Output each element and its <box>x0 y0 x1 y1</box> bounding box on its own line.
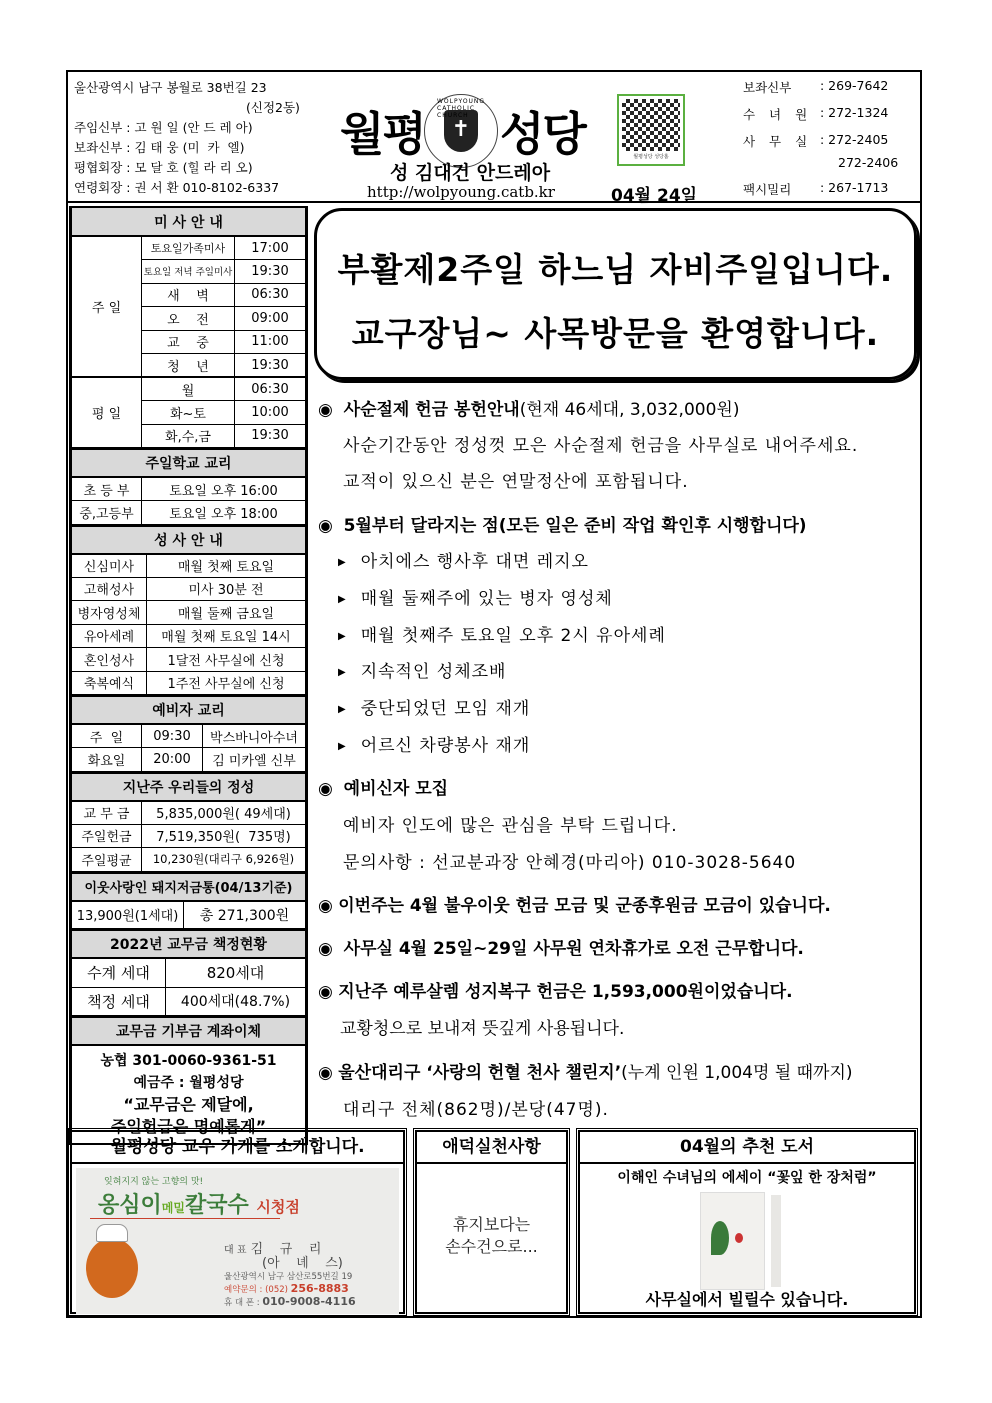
emblem-text: WOLPYOUNG CATHOLIC CHURCH <box>437 98 486 119</box>
row-value: 미사 30분 전 <box>147 577 306 601</box>
shop-tagline: 잊혀지지 않는 고향의 맛! <box>104 1177 204 1187</box>
contact-label: 팩시밀리 <box>743 182 792 197</box>
row-value: 10,230원(대리구 6,926원) <box>142 848 306 872</box>
box-title: 04월의 추천 도서 <box>580 1132 914 1164</box>
bullet-icon: ◉ <box>318 516 333 536</box>
notice-lenten-offering <box>318 395 739 420</box>
account-info <box>72 1045 306 1143</box>
row-label: 병자영성체 <box>72 601 147 625</box>
piggy-total: 총 271,300원 <box>184 901 306 929</box>
row-time: 09:30 <box>142 724 203 748</box>
notice-extra: (현재 46세대, 3,032,000원) <box>519 400 740 420</box>
left-info-column <box>69 206 308 1145</box>
bullet-icon: ◉ <box>318 982 333 1002</box>
mass-time: 17:00 <box>235 236 306 260</box>
row-label: 주 일 <box>72 236 142 377</box>
catechumen-table <box>71 695 306 772</box>
list-item-text: 어르신 차량봉사 재개 <box>360 736 531 756</box>
church-emblem-icon: WOLPYOUNG CATHOLIC CHURCH ✝ <box>424 94 498 168</box>
triangle-bullet-icon: ▶ <box>338 667 347 678</box>
list-item <box>338 584 613 609</box>
contact-value: : 272-2405 <box>820 132 889 147</box>
row-value: 1주전 사무실에 신청 <box>147 671 306 695</box>
notice-jerusalem <box>318 977 793 1002</box>
shop-business-card <box>76 1168 399 1314</box>
notice-text: 예비자 인도에 많은 관심을 부탁 드립니다. <box>343 816 678 836</box>
row-value: 매월 둘째 금요일 <box>147 601 306 625</box>
list-item-text: 매월 둘째주에 있는 병자 영성체 <box>360 589 613 609</box>
list-item-text: 매월 첫째주 토요일 오후 2시 유아세례 <box>360 626 666 646</box>
account-holder: 예금주 : 월평성당 <box>133 1075 244 1091</box>
divider <box>90 1218 280 1219</box>
bullet-icon: ◉ <box>318 1063 333 1083</box>
notice-text: 교황청으로 보내져 뜻깊게 사용됩니다. <box>340 1019 625 1039</box>
shop-box <box>70 1130 405 1314</box>
list-item-text: 중단되었던 모임 재개 <box>360 699 531 719</box>
staff-assistant: 보좌신부 : 김 태 웅 (미 카 엘) <box>74 140 245 155</box>
website-link[interactable]: http://wolpyoung.catb.kr <box>367 183 555 201</box>
row-label: 주일헌금 <box>72 824 142 848</box>
header-divider <box>66 201 922 203</box>
mass-name: 토요일가족미사 <box>142 236 235 260</box>
mass-time: 10:00 <box>235 401 306 425</box>
list-item <box>338 694 530 719</box>
row-value: 820세대 <box>166 958 306 987</box>
charity-text: 손수건으로... <box>445 1237 538 1256</box>
mass-time: 19:30 <box>235 424 306 448</box>
section-title: 교무금 기부금 계좌이체 <box>72 1017 306 1045</box>
row-label: 평 일 <box>72 377 142 448</box>
contact-label: 사 무 실 <box>743 134 813 149</box>
row-value: 매월 첫째 토요일 14시 <box>147 624 306 648</box>
book-box <box>578 1130 916 1314</box>
charity-text: 휴지보다는 <box>452 1215 531 1234</box>
row-teacher: 김 미카엘 신부 <box>203 748 306 772</box>
row-value: 토요일 오후 16:00 <box>142 477 306 501</box>
mass-time: 09:00 <box>235 307 306 331</box>
row-value: 7,519,350원( 735명) <box>142 824 306 848</box>
notice-blood-donation <box>318 1058 853 1083</box>
row-teacher: 박스바니아수녀 <box>203 724 306 748</box>
headline-line: 부활제2주일 하느님 자비주일입니다. <box>337 250 894 289</box>
row-time: 20:00 <box>142 748 203 772</box>
row-label: 고해성사 <box>72 577 147 601</box>
notice-title: 사순절제 헌금 봉헌안내 <box>343 400 520 420</box>
list-item <box>338 621 666 646</box>
qr-caption: 월평성당 성당홈 <box>633 154 669 160</box>
section-title: 이웃사랑인 돼지저금통(04/13기준) <box>72 873 306 901</box>
row-label: 혼인성사 <box>72 648 147 672</box>
bullet-icon: ◉ <box>318 779 333 799</box>
bullet-icon: ◉ <box>318 400 333 420</box>
shop-reserve: 예약문의 : (052) 256-8883 <box>224 1282 349 1295</box>
notice-title: 예비신자 모집 <box>343 779 449 799</box>
slogan-line: 주일헌금은 명예롭게” <box>110 1117 267 1136</box>
mass-name: 오 전 <box>142 307 235 331</box>
charity-box <box>415 1130 568 1314</box>
shop-address: 울산광역시 남구 삼산로55번길 19 <box>224 1272 353 1282</box>
shop-rep: 대 표 김 규 리 <box>224 1242 322 1257</box>
dues-table <box>71 929 306 1016</box>
row-label: 신심미사 <box>72 554 147 578</box>
row-label: 주 일 <box>72 724 142 748</box>
book-footer: 사무실에서 빌릴수 있습니다. <box>645 1290 849 1309</box>
logo-text-left: 월평 <box>340 107 425 161</box>
notice-text: 대리구 전체(862명)/본당(47명). <box>343 1100 609 1120</box>
row-label: 중,고등부 <box>72 501 142 525</box>
notice-extra: (누계 인원 1,004명 될 때까지) <box>621 1063 853 1083</box>
box-title: 월평성당 교우 가게를 소개합니다. <box>72 1132 403 1164</box>
bulletin-date: 04월 24일 <box>611 186 698 206</box>
row-label: 초 등 부 <box>72 477 142 501</box>
mascot-icon <box>86 1238 138 1298</box>
contact-value: : 272-1324 <box>820 105 889 120</box>
mass-name: 화~토 <box>142 401 235 425</box>
book-cover-image <box>700 1192 765 1290</box>
row-label: 수계 세대 <box>72 958 166 987</box>
row-label: 유아세례 <box>72 624 147 648</box>
contact-value: : 267-1713 <box>820 180 889 195</box>
headline-banner <box>314 208 917 380</box>
row-value: 1달전 사무실에 신청 <box>147 648 306 672</box>
triangle-bullet-icon: ▶ <box>338 557 347 568</box>
bullet-icon: ◉ <box>318 939 333 959</box>
notice-title: 사무실 4월 25일~29일 사무원 연차휴가로 오전 근무합니다. <box>343 939 804 959</box>
list-item <box>338 657 506 682</box>
mass-time: 11:00 <box>235 330 306 354</box>
notice-text: 교적이 있으신 분은 연말정산에 포함됩니다. <box>343 472 689 492</box>
account-transfer-table <box>71 1016 306 1143</box>
notice-text: 사순기간동안 정성껏 모은 사순절제 헌금을 사무실로 내어주세요. <box>343 436 859 456</box>
notice-office-hours <box>318 934 804 959</box>
section-title: 2022년 교무금 책정현황 <box>72 930 306 958</box>
row-label: 교 무 금 <box>72 801 142 825</box>
row-value: 토요일 오후 18:00 <box>142 501 306 525</box>
sacraments-table <box>71 525 306 696</box>
row-label: 책정 세대 <box>72 987 166 1015</box>
address-line: 울산광역시 남구 봉월로 38번길 23 <box>74 80 267 95</box>
notice-title: 이번주는 4월 불우이웃 헌금 모금 및 군종후원금 모금이 있습니다. <box>338 896 831 916</box>
list-item <box>338 731 530 756</box>
row-label: 축복예식 <box>72 671 147 695</box>
row-value: 5,835,000원( 49세대) <box>142 801 306 825</box>
section-title: 성 사 안 내 <box>72 526 306 554</box>
notice-title: 울산대리구 ‘사랑의 헌혈 천사 챌린지’ <box>338 1063 622 1083</box>
slogan-line: “교무금은 제달에, <box>123 1095 254 1114</box>
triangle-bullet-icon: ▶ <box>338 704 347 715</box>
mass-time: 19:30 <box>235 354 306 378</box>
sunday-school-table <box>71 448 306 525</box>
notice-text: 문의사항 : 선교분과장 안혜경(마리아) 010-3028-5640 <box>343 853 797 873</box>
logo-text-right: 성당 <box>500 107 585 161</box>
row-value: 400세대(48.7%) <box>166 987 306 1015</box>
section-title: 지난주 우리들의 정성 <box>72 773 306 801</box>
account-number: 농협 301-0060-9361-51 <box>100 1053 277 1069</box>
notice-title: 5월부터 달라지는 점(모든 일은 준비 작업 확인후 시행합니다) <box>343 516 807 536</box>
piggy-week: 13,900원(1세대) <box>72 901 184 929</box>
notice-catechumen <box>318 774 448 799</box>
list-item-text: 아치에스 행사후 대면 레지오 <box>360 552 589 572</box>
headline-line: 교구장님~ 사목방문을 환영합니다. <box>351 314 880 353</box>
row-label: 화요일 <box>72 748 142 772</box>
mass-time: 19:30 <box>235 260 306 284</box>
shop-mobile: 휴 대 폰 : 010-9008-4116 <box>224 1295 356 1308</box>
box-title: 애덕실천사항 <box>417 1132 566 1164</box>
notice-title: 지난주 예루살렘 성지복구 헌금은 1,593,000원이었습니다. <box>338 982 793 1002</box>
mass-time: 06:30 <box>235 377 306 401</box>
triangle-bullet-icon: ▶ <box>338 631 347 642</box>
book-description: 이해인 수녀님의 에세이 “꽃잎 한 장처럼” <box>617 1170 877 1186</box>
mass-name: 월 <box>142 377 235 401</box>
section-title: 예비자 교리 <box>72 696 306 724</box>
row-value: 매월 첫째 토요일 <box>147 554 306 578</box>
staff-council: 평협회장 : 모 달 호 (힐 라 리 오) <box>74 160 253 175</box>
qr-code-icon[interactable] <box>617 94 685 166</box>
section-title: 주일학교 교리 <box>72 449 306 477</box>
staff-funeral: 연령회장 : 권 서 환 010-8102-6337 <box>74 180 280 195</box>
shop-name: 옹심이메밀칼국수 시청점 <box>98 1193 300 1218</box>
mass-schedule-table <box>71 208 306 448</box>
list-item <box>338 547 589 572</box>
offerings-table <box>71 772 306 872</box>
mass-time: 06:30 <box>235 283 306 307</box>
notice-collection <box>318 891 831 916</box>
patron-saint: 성 김대건 안드레아 <box>390 162 551 184</box>
row-label: 주일평균 <box>72 848 142 872</box>
contact-label: 수 녀 원 <box>743 107 813 122</box>
mass-name: 화,수,금 <box>142 424 235 448</box>
contact-value: 272-2406 <box>838 155 899 170</box>
contact-label: 보좌신부 <box>743 80 792 95</box>
triangle-bullet-icon: ▶ <box>338 741 347 752</box>
shop-rep-baptism: (아 녜 스) <box>262 1256 343 1271</box>
mass-name: 토요일 저녁 주일미사 <box>142 260 235 284</box>
staff-pastor: 주임신부 : 고 원 일 (안 드 레 아) <box>74 120 253 135</box>
contact-value: : 269-7642 <box>820 78 889 93</box>
triangle-bullet-icon: ▶ <box>338 594 347 605</box>
section-title: 미 사 안 내 <box>72 208 306 236</box>
mass-name: 새 벽 <box>142 283 235 307</box>
piggy-bank-table <box>71 872 306 930</box>
list-item-text: 지속적인 성체조배 <box>360 662 507 682</box>
bullet-icon: ◉ <box>318 896 333 916</box>
address-dong: (신정2동) <box>246 100 300 115</box>
notice-may-changes <box>318 511 807 536</box>
mass-name: 교 중 <box>142 330 235 354</box>
mass-name: 청 년 <box>142 354 235 378</box>
